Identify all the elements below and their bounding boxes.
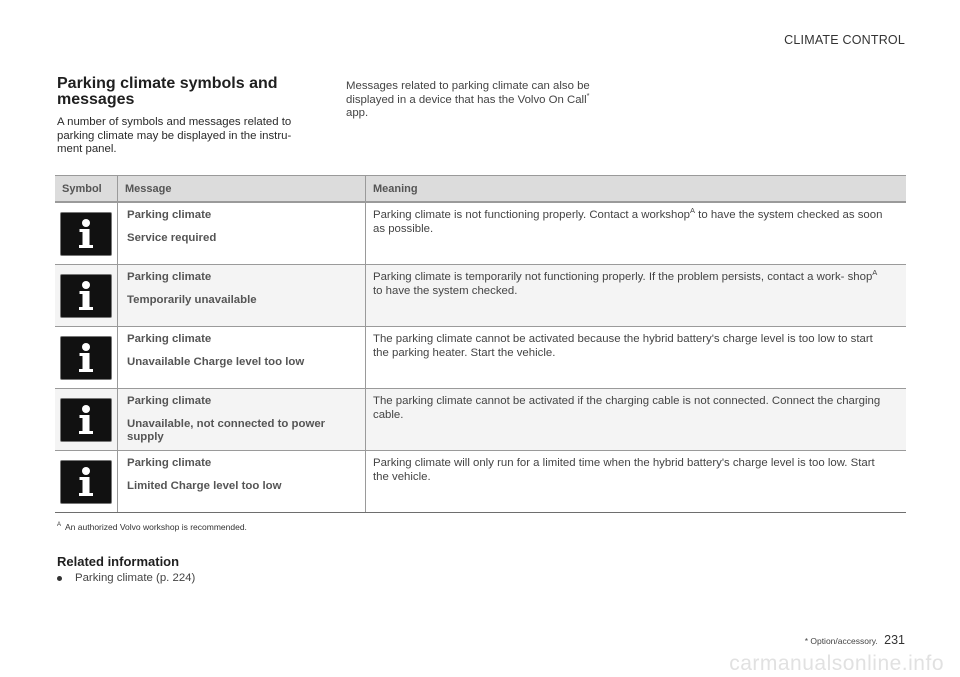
message-cell	[117, 327, 365, 388]
page-number: 231	[884, 633, 905, 647]
info-icon	[60, 212, 112, 256]
footnote-ref: A	[690, 206, 696, 216]
symbol-cell	[55, 327, 117, 388]
table-row	[55, 388, 906, 450]
message-title: Parking climate	[127, 209, 212, 221]
table-row	[55, 326, 906, 388]
meaning-text: Parking climate will only run for a limited time when the hybrid battery's charge level is too low. Start the vehicle.	[373, 457, 875, 483]
header-meaning: Meaning	[365, 176, 906, 201]
message-title: Parking climate	[127, 333, 212, 345]
info-icon	[60, 460, 112, 504]
section-header: CLIMATE CONTROL	[784, 33, 905, 47]
page-footer	[805, 633, 905, 647]
header-message: Message	[117, 176, 365, 201]
meaning-cell	[365, 203, 906, 264]
message-cell	[117, 389, 365, 450]
related-information-title: Related information	[57, 554, 180, 569]
info-icon	[60, 274, 112, 318]
table-row	[55, 202, 906, 264]
message-subtitle: Service required	[127, 231, 217, 244]
message-cell	[117, 265, 365, 326]
message-title: Parking climate	[127, 395, 212, 407]
related-link[interactable]: Parking climate (p. 224)	[75, 572, 196, 584]
message-cell	[117, 451, 365, 512]
meaning-cell	[365, 265, 906, 326]
header-symbol: Symbol	[62, 182, 102, 195]
message-cell	[117, 203, 365, 264]
footnote-text: An authorized Volvo workshop is recommended.	[65, 522, 247, 532]
intro-right-end: app.	[346, 107, 369, 119]
page-title: Parking climate symbols and messages	[57, 75, 278, 108]
footnote-marker: A	[57, 522, 62, 529]
message-subtitle: Limited Charge level too low	[127, 479, 282, 492]
meaning-text: The parking climate cannot be activated because the hybrid battery's charge level is too low to start the parking heater. Start the vehicle.	[373, 333, 873, 359]
table-header	[55, 175, 906, 202]
watermark: carmanualsonline.info	[729, 652, 944, 675]
meaning-cell	[365, 451, 906, 512]
meaning-text-end: to have the system checked as soon as possible.	[373, 209, 883, 235]
related-list	[57, 572, 195, 584]
table-row	[55, 450, 906, 512]
message-subtitle: Unavailable, not connected to power supply	[127, 417, 326, 443]
intro-paragraph: A number of symbols and messages related to parking climate may be displayed in the instru- ment panel.	[57, 116, 292, 155]
message-title: Parking climate	[127, 457, 212, 469]
intro-paragraph-right	[346, 80, 614, 121]
symbol-cell	[55, 203, 117, 264]
message-title: Parking climate	[127, 271, 212, 283]
option-note: * Option/accessory.	[804, 636, 878, 646]
info-icon	[60, 398, 112, 442]
intro-right-text: Messages related to parking climate can also be displayed in a device that has the Volvo On Call	[346, 80, 590, 106]
symbol-cell	[55, 451, 117, 512]
meaning-text: The parking climate cannot be activated if the charging cable is not connected. Connect the charging cable.	[373, 395, 881, 421]
table-row	[55, 264, 906, 326]
option-asterisk: *	[586, 90, 590, 100]
meaning-cell	[365, 327, 906, 388]
meaning-text-end: to have the system checked.	[373, 284, 518, 297]
meaning-cell	[365, 389, 906, 450]
messages-table	[55, 175, 906, 513]
bullet-icon	[57, 576, 62, 581]
meaning-text: Parking climate is not functioning properly. Contact a workshop	[373, 209, 690, 221]
info-icon	[60, 336, 112, 380]
message-subtitle: Unavailable Charge level too low	[127, 355, 305, 368]
symbol-cell	[55, 389, 117, 450]
message-subtitle: Temporarily unavailable	[127, 293, 257, 306]
footnote-ref: A	[872, 268, 878, 278]
table-footnote	[57, 522, 247, 532]
list-item[interactable]	[57, 572, 195, 584]
symbol-cell	[55, 265, 117, 326]
meaning-text: Parking climate is temporarily not functioning properly. If the problem persists, contact a work- shop	[373, 271, 873, 283]
